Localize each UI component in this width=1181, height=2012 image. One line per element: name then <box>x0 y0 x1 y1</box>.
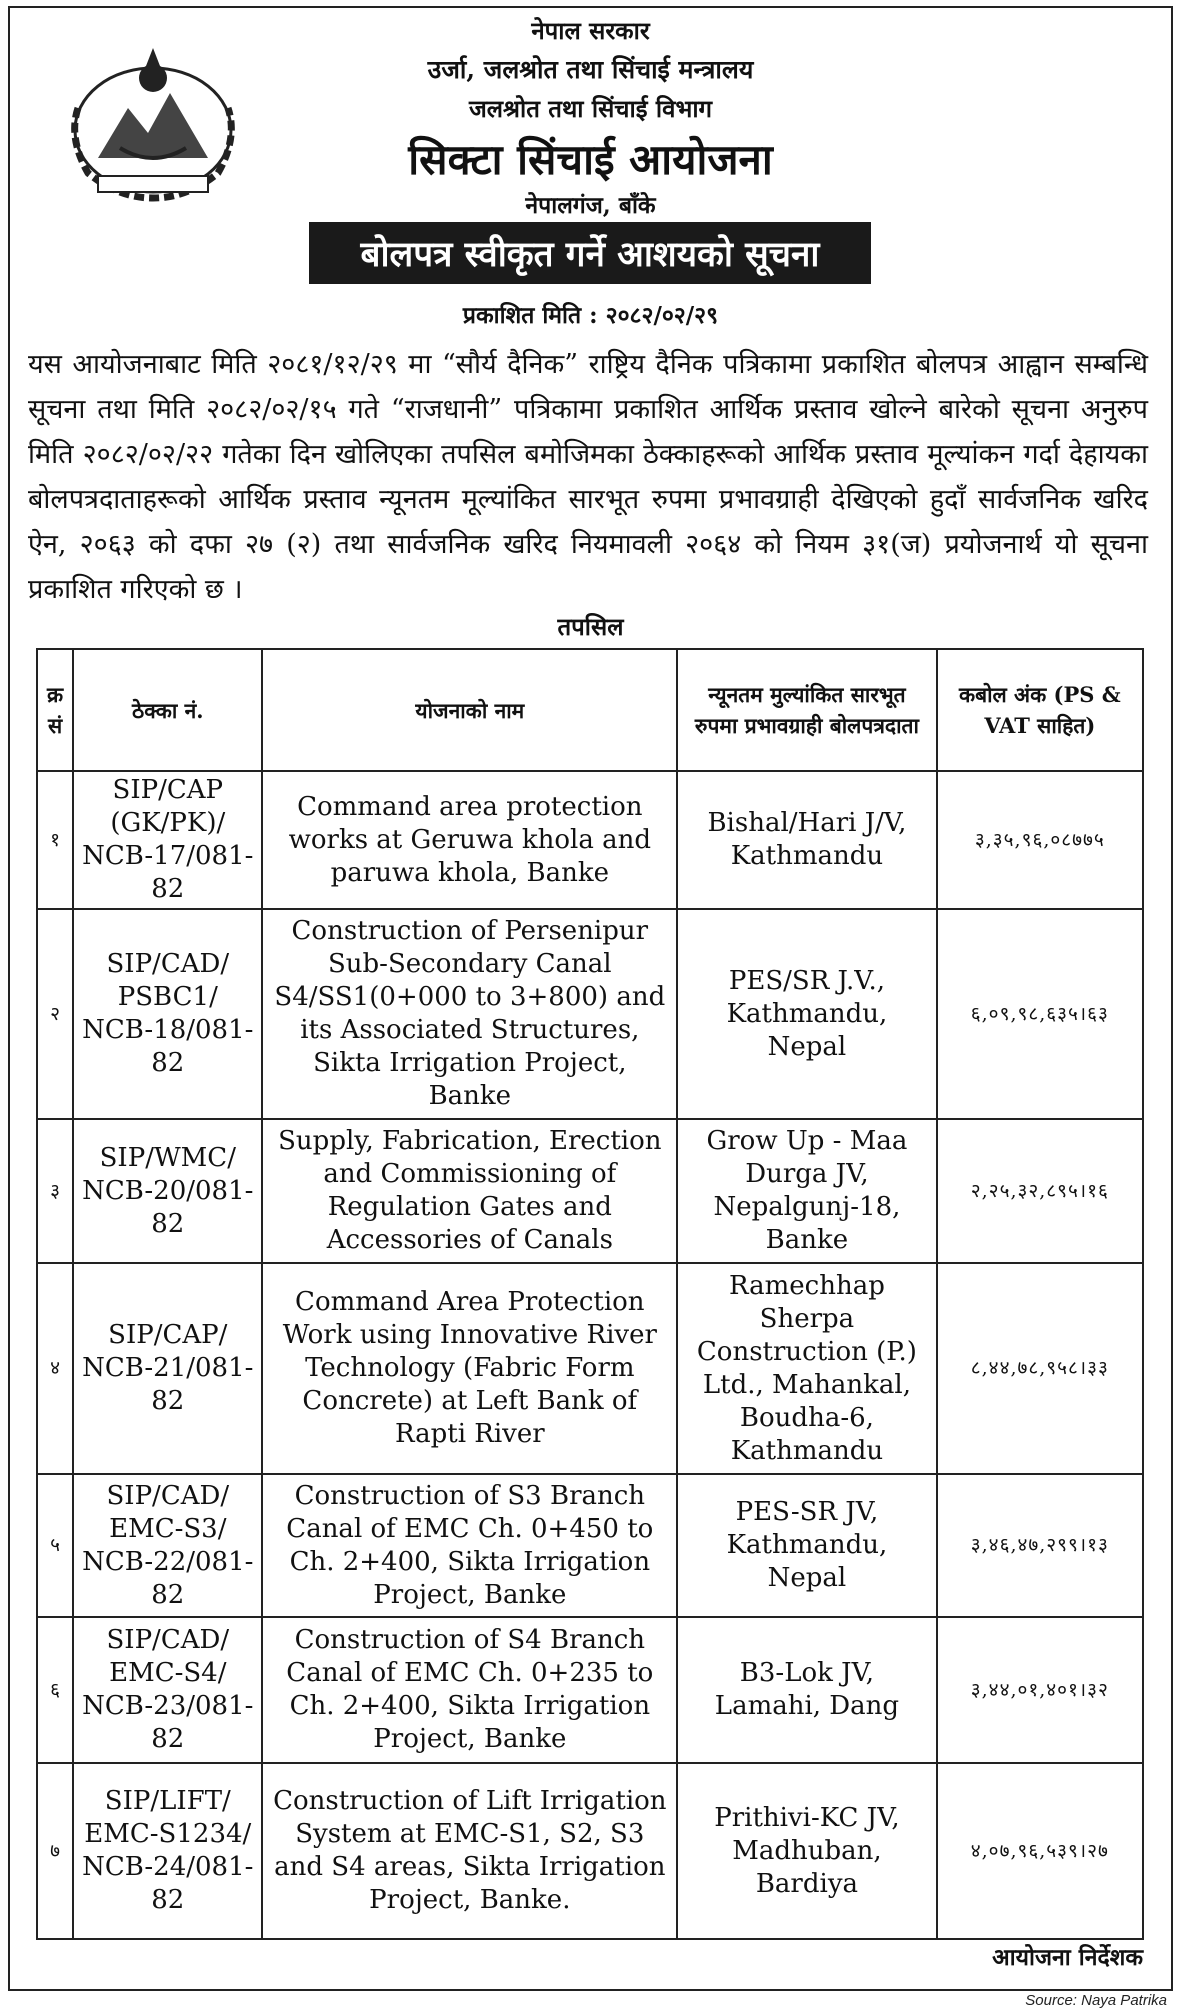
row-contract-no: SIP/CAD/ PSBC1/ NCB-18/081-82 <box>73 909 262 1119</box>
notice-title-banner: बोलपत्र स्वीकृत गर्ने आशयको सूचना <box>309 222 871 284</box>
department-name: जलश्रोत तथा सिंचाई विभाग <box>468 94 713 123</box>
project-name: सिक्टा सिंचाई आयोजना <box>408 135 773 184</box>
source-credit: Source: Naya Patrika <box>1025 1992 1167 2009</box>
table-row <box>37 1617 1143 1763</box>
row-bidder: Grow Up - Maa Durga JV, Nepalgunj-18, Banke <box>677 1119 936 1263</box>
row-contract-no: SIP/WMC/ NCB-20/081-82 <box>73 1119 262 1263</box>
signature-project-director: आयोजना निर्देशक <box>992 1944 1143 1971</box>
row-project-name: Command area protection works at Geruwa khola and paruwa khola, Banke <box>262 771 677 909</box>
row-contract-no: SIP/CAP (GK/PK)/ NCB-17/081-82 <box>73 771 262 909</box>
row-bidder: PES-SR JV, Kathmandu, Nepal <box>677 1474 936 1617</box>
row-bid-amount: ३,४४,०१,४०१।३२ <box>937 1617 1143 1763</box>
row-bidder: B3-Lok JV, Lamahi, Dang <box>677 1617 936 1763</box>
notice-body-text: यस आयोजनाबाट मिति २०८१/१२/२९ मा “सौर्य दैनिक” राष्ट्रिय दैनिक पत्रिकामा प्रकाशित बोलपत्र आह्वान सम्बन्धि सूचना तथा मिति २०८२/०२/१५ गते “राजधानी” पत्रिकामा प्रकाशित आर्थिक प्रस्ताव खोल्ने बारेको सूचना अनुरुप मिति २०८२/०२/२२ गतेका दिन खोलिएका तपसिल बमोजिमका ठेक्काहरूको आर्थिक प्रस्ताव मूल्यांकन गर्दा देहायका बोलपत्रदाताहरूको आर्थिक प्रस्ताव न्यूनतम मूल्यांकित सारभूत रुपमा प्रभावग्राही देखिएको हुदाँ सार्वजनिक खरिद ऐन, २०६३ को दफा २७ (२) तथा सार्वजनिक खरिद नियमावली २०६४ को नियम ३१(ज) प्रयोजनार्थ यो सूचना प्रकाशित गरिएको छ । <box>28 349 1148 605</box>
row-project-name: Construction of Lift Irrigation System at EMC-S1, S2, S3 and S4 areas, Sikta Irrigation Project, Banke. <box>262 1763 677 1939</box>
row-bid-amount: ४,०७,९६,५३९।२७ <box>937 1763 1143 1939</box>
table-row <box>37 1263 1143 1474</box>
row-project-name: Supply, Fabrication, Erection and Commissioning of Regulation Gates and Accessories of Canals <box>262 1119 677 1263</box>
row-bidder: Ramechhap Sherpa Construction (P.) Ltd., Mahankal, Boudha-6, Kathmandu <box>677 1263 936 1474</box>
table-header-row <box>37 649 1143 771</box>
row-contract-no: SIP/LIFT/ EMC-S1234/ NCB-24/081-82 <box>73 1763 262 1939</box>
header-contract-no: ठेक्का नं. <box>73 649 262 771</box>
row-bid-amount: ८,४४,७८,९५८।३३ <box>937 1263 1143 1474</box>
table-row <box>37 1474 1143 1617</box>
row-serial: ६ <box>37 1617 73 1763</box>
header-bid-amount: कबोल अंक (PS & VAT साहित) <box>937 649 1143 771</box>
row-bidder: PES/SR J.V., Kathmandu, Nepal <box>677 909 936 1119</box>
row-project-name: Construction of Persenipur Sub-Secondary Canal S4/SS1(0+000 to 3+800) and its Associated Structures, Sikta Irrigation Project, Banke <box>262 909 677 1119</box>
row-contract-no: SIP/CAP/ NCB-21/081-82 <box>73 1263 262 1474</box>
row-serial: १ <box>37 771 73 909</box>
table-row <box>37 1119 1143 1263</box>
header-bidder: न्यूनतम मुल्यांकित सारभूत रुपमा प्रभावग्राही बोलपत्रदाता <box>677 649 936 771</box>
row-bidder: Bishal/Hari J/V, Kathmandu <box>677 771 936 909</box>
table-title: तपसिल <box>557 612 624 641</box>
project-location: नेपालगंज, बाँके <box>525 192 656 219</box>
published-date: प्रकाशित मिति : २०८२/०२/२९ <box>462 302 719 329</box>
row-bid-amount: ६,०९,९८,६३५।६३ <box>937 909 1143 1119</box>
row-project-name: Construction of S3 Branch Canal of EMC Ch. 0+450 to Ch. 2+400, Sikta Irrigation Project, Banke <box>262 1474 677 1617</box>
row-serial: ५ <box>37 1474 73 1617</box>
row-bidder: Prithivi-KC JV, Madhuban, Bardiya <box>677 1763 936 1939</box>
row-serial: ७ <box>37 1763 73 1939</box>
row-project-name: Construction of S4 Branch Canal of EMC Ch. 0+235 to Ch. 2+400, Sikta Irrigation Project, Banke <box>262 1617 677 1763</box>
row-serial: ३ <box>37 1119 73 1263</box>
table-row <box>37 1763 1143 1939</box>
row-serial: २ <box>37 909 73 1119</box>
contracts-table <box>36 648 1144 1940</box>
government-name: नेपाल सरकार <box>531 16 650 45</box>
row-contract-no: SIP/CAD/ EMC-S3/ NCB-22/081-82 <box>73 1474 262 1617</box>
row-bid-amount: २,२५,३२,८९५।१६ <box>937 1119 1143 1263</box>
row-project-name: Command Area Protection Work using Innovative River Technology (Fabric Form Concrete) at Left Bank of Rapti River <box>262 1263 677 1474</box>
row-contract-no: SIP/CAD/ EMC-S4/ NCB-23/081-82 <box>73 1617 262 1763</box>
header-project-name: योजनाको नाम <box>262 649 677 771</box>
header-serial: क्र सं <box>37 649 73 771</box>
row-bid-amount: ३,३५,९६,०८७७५ <box>937 771 1143 909</box>
row-serial: ४ <box>37 1263 73 1474</box>
table-row <box>37 909 1143 1119</box>
table-row <box>37 771 1143 909</box>
ministry-name: उर्जा, जलश्रोत तथा सिंचाई मन्त्रालय <box>427 55 754 84</box>
row-bid-amount: ३,४६,४७,२९९।१३ <box>937 1474 1143 1617</box>
